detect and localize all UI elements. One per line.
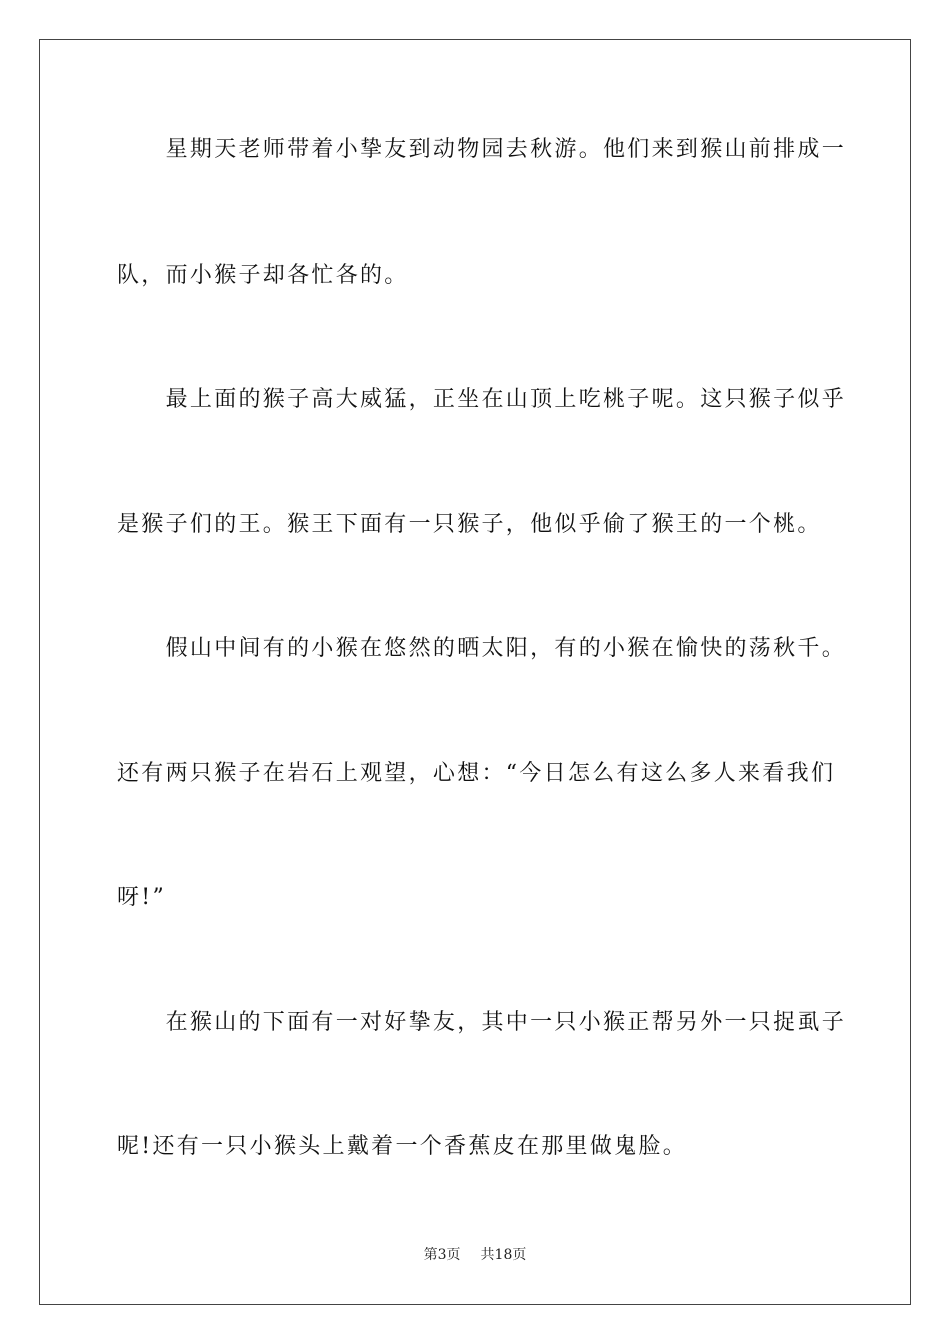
- page-border: [39, 39, 911, 1305]
- paragraph-1-line-1: 星期天老师带着小挚友到动物园去秋游。他们来到猴山前排成一: [117, 137, 847, 162]
- page-footer: [0, 1246, 950, 1264]
- page-number: 第3页: [423, 1247, 461, 1263]
- paragraph-4-line-2: 呢!还有一只小猴头上戴着一个香蕉皮在那里做鬼脸。: [117, 1134, 688, 1159]
- paragraph-4-line-1: 在猴山的下面有一对好挚友，其中一只小猴正帮另外一只捉虱子: [117, 1010, 847, 1035]
- paragraph-3-line-3: 呀!”: [117, 885, 166, 910]
- paragraph-2-line-2: 是猴子们的王。猴王下面有一只猴子，他似乎偷了猴王的一个桃。: [117, 512, 822, 537]
- paragraph-2-line-1: 最上面的猴子高大威猛，正坐在山顶上吃桃子呢。这只猴子似乎: [117, 387, 847, 412]
- paragraph-1-line-2: 队，而小猴子却各忙各的。: [117, 263, 409, 288]
- paragraph-3-line-2: 还有两只猴子在岩石上观望，心想：“今日怎么有这么多人来看我们: [117, 761, 836, 786]
- page-total: 共18页: [480, 1247, 527, 1263]
- paragraph-3-line-1: 假山中间有的小猴在悠然的晒太阳，有的小猴在愉快的荡秋千。: [117, 636, 847, 661]
